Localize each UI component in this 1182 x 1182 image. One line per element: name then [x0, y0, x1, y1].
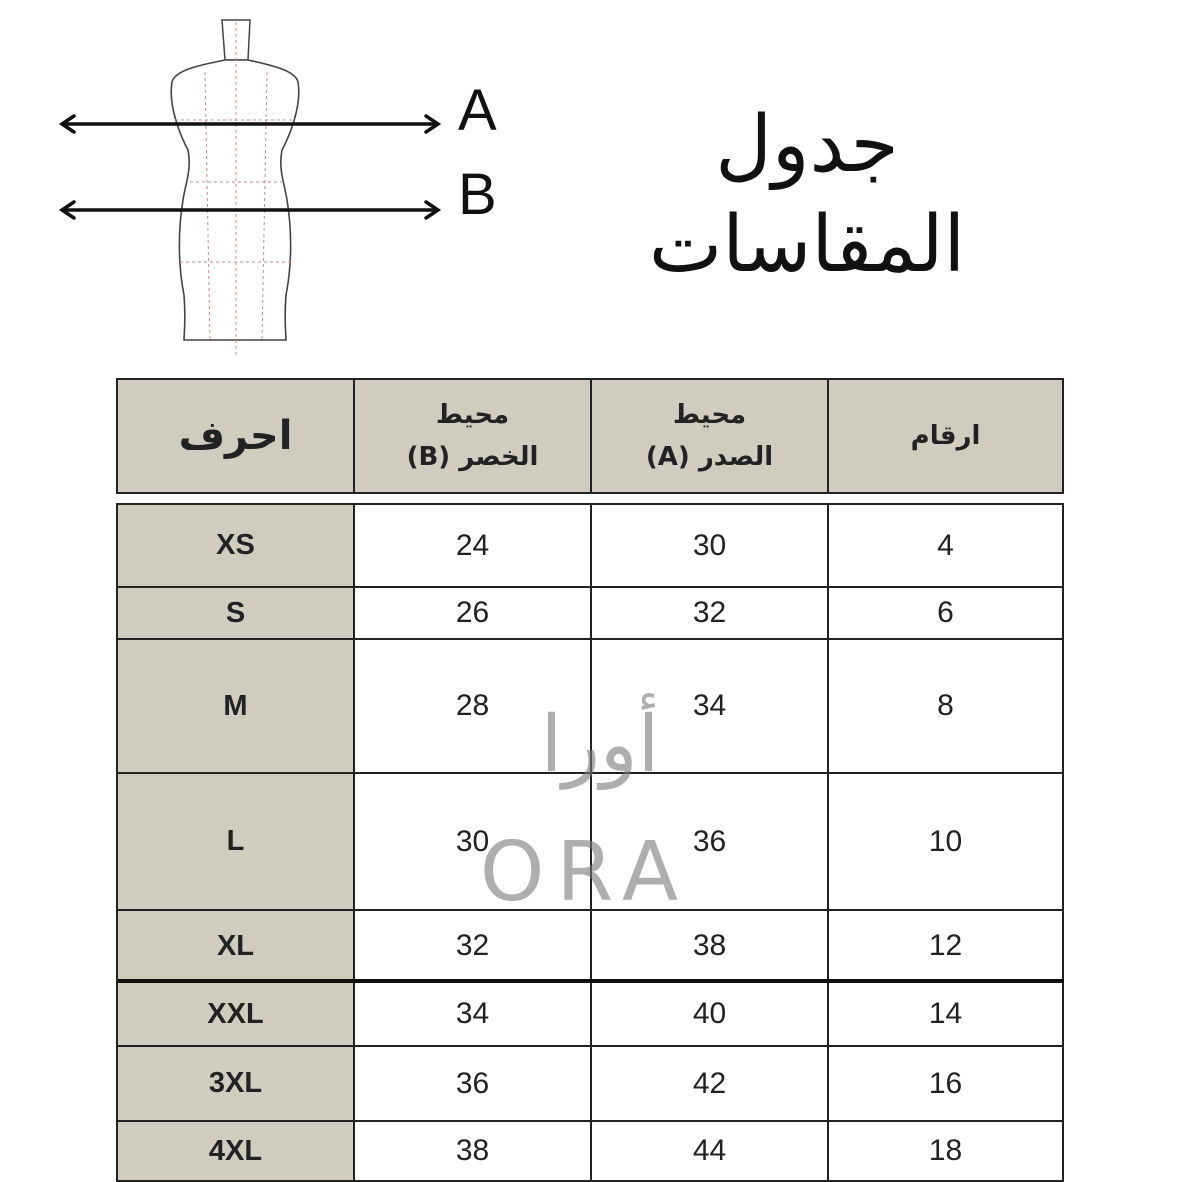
- page-title: [642, 95, 972, 295]
- bust-value: 32: [590, 586, 829, 640]
- bust-value: 30: [590, 503, 829, 588]
- size-letter: XS: [116, 503, 355, 588]
- bust-value: 36: [590, 772, 829, 911]
- header-bust: محيط الصدر (A): [590, 378, 829, 494]
- size-number: 8: [827, 638, 1064, 774]
- waist-value: 24: [353, 503, 592, 588]
- size-letter: M: [116, 638, 355, 774]
- bust-value: 42: [590, 1045, 829, 1122]
- waist-value: 32: [353, 909, 592, 983]
- header-waist: محيط الخصر (B): [353, 378, 592, 494]
- size-letter: XXL: [116, 981, 355, 1047]
- size-letter: S: [116, 586, 355, 640]
- size-letter: 3XL: [116, 1045, 355, 1122]
- size-number: 16: [827, 1045, 1064, 1122]
- bust-value: 40: [590, 981, 829, 1047]
- bust-value: 44: [590, 1120, 829, 1182]
- size-number: 18: [827, 1120, 1064, 1182]
- waist-value: 38: [353, 1120, 592, 1182]
- bust-value: 34: [590, 638, 829, 774]
- waist-value: 28: [353, 638, 592, 774]
- size-letter: L: [116, 772, 355, 911]
- header-numbers: ارقام: [827, 378, 1064, 494]
- size-number: 10: [827, 772, 1064, 911]
- title-line-2: المقاسات: [648, 200, 966, 290]
- header-letters: احرف: [116, 378, 355, 494]
- measure-b-label: B: [458, 162, 497, 227]
- size-letter: XL: [116, 909, 355, 983]
- waist-value: 30: [353, 772, 592, 911]
- size-number: 14: [827, 981, 1064, 1047]
- waist-value: 36: [353, 1045, 592, 1122]
- mannequin-illustration: [50, 10, 510, 360]
- waist-value: 26: [353, 586, 592, 640]
- waist-value: 34: [353, 981, 592, 1047]
- section-divider: [118, 979, 1064, 983]
- size-number: 4: [827, 503, 1064, 588]
- title-line-1: جدول: [715, 100, 899, 190]
- measure-a-label: A: [458, 78, 497, 143]
- watermark-arabic: أورا: [540, 700, 660, 790]
- size-number: 6: [827, 586, 1064, 640]
- size-letter: 4XL: [116, 1120, 355, 1182]
- watermark-english: ORA: [479, 825, 691, 920]
- bust-value: 38: [590, 909, 829, 983]
- size-number: 12: [827, 909, 1064, 983]
